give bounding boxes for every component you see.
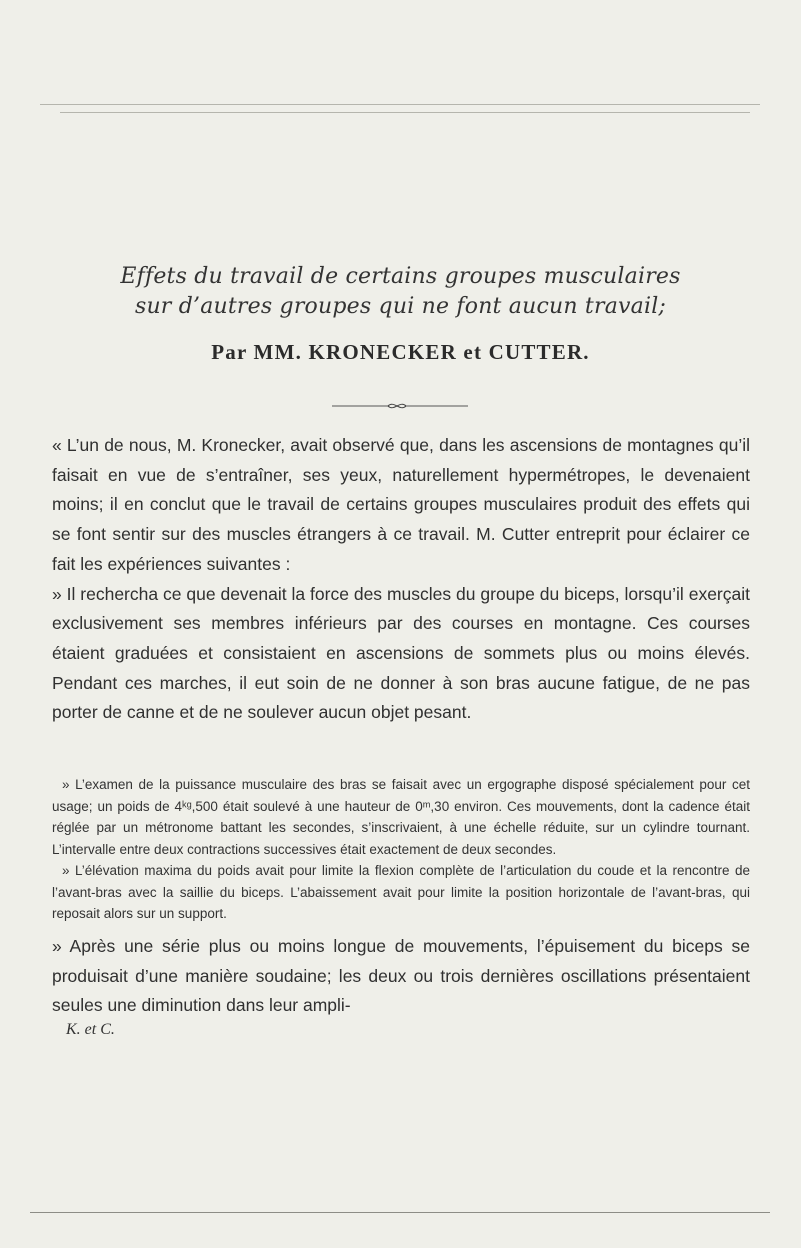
paragraph-3: » L’examen de la puissance musculaire des bras se faisait avec un ergographe disposé spécialement pour cet usage; un poids de 4ᵏᵍ,500 était soulevé à une hauteur de 0ᵐ,30 environ. Ces mouvements, dont la cadence était réglée par un métronome battant les secondes, s’inscrivaient, à une échelle réduite, sur un cylindre tournant. L’intervalle entre deux contractions successives était exactement de deux secondes. [52,777,750,857]
title-line-2: sur d’autres groupes qui ne font aucun travail; [134,294,667,319]
title-line-1: Effets du travail de certains groupes musculaires [120,264,681,289]
header-rule [40,104,760,105]
paragraph-1: « L’un de nous, M. Kronecker, avait observé que, dans les ascensions de montagnes qu’il faisait en vue de s’entraîner, ses yeux, naturellement hypermétropes, le devenaient moins; il en conclut que le travail de certains groupes musculaires produit des effets qui se font sentir sur des muscles étrangers à ce travail. M. Cutter entreprit pour éclairer ce fait les expériences suivantes : [52,435,750,574]
header-rule-secondary [60,112,750,113]
footer-rule [30,1212,770,1213]
closing-block [52,932,750,1039]
paragraph-5: » Après une série plus ou moins longue de mouvements, l’épuisement du biceps se produisait d’une manière soudaine; les deux ou trois dernières oscillations présentaient seules une diminution dans leur ampli- [52,936,750,1016]
small-print-block [52,774,750,925]
paragraph-4: » L’élévation maxima du poids avait pour limite la flexion complète de l’articulation du coude et la rencontre de l’avant-bras avec la saillie du biceps. L’abaissement avait pour limite la position horizontale de l’avant-bras, qui reposait alors sur un support. [52,863,750,921]
signature: K. et C. [66,1021,115,1039]
article-title [0,262,801,322]
authors-line: Par MM. KRONECKER et CUTTER. [211,340,590,364]
ornament-divider-icon [330,400,470,412]
main-body [52,431,750,728]
paragraph-2: » Il rechercha ce que devenait la force des muscles du groupe du biceps, lorsqu’il exerçait exclusivement ses membres inférieurs par des courses en montagne. Ces courses étaient graduées et consistaient en ascensions de sommets plus ou moins élevés. Pendant ces marches, il eut soin de ne donner à son bras aucune fatigue, de ne pas porter de canne et de ne soulever aucun objet pesant. [52,583,750,723]
